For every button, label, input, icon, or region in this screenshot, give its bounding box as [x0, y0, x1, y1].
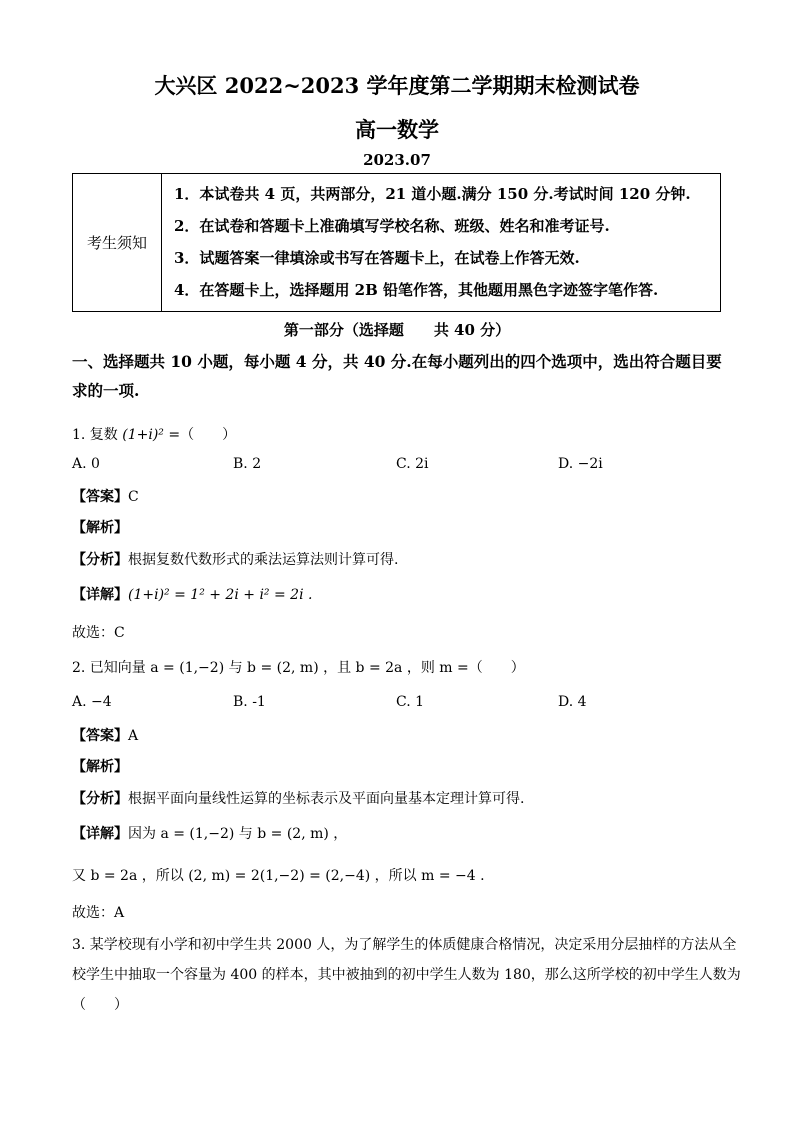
q1-stem-prefix: 1. 复数 [72, 427, 118, 443]
q2-stem: 2. 已知向量 a = (1,−2) 与 b = (2, m) ，且 b = 2a ，则 m =（ ） [72, 660, 525, 676]
q1-option-d: D. −2i [558, 456, 603, 472]
notice-label: 考生须知 [73, 174, 162, 312]
q2-detail-2: 又 b = 2a ，所以 (2, m) = 2(1,−2) = (2,−4) ，所以 m = −4 . [72, 868, 485, 884]
q1-analysis-tag: 【解析】 [72, 520, 128, 536]
notice-item: 3．试题答案一律填涂或书写在答题卡上，在试卷上作答无效. [174, 249, 580, 267]
q1-choose: 故选：C [72, 625, 125, 641]
notice-item: 2．在试卷和答题卡上准确填写学校名称、班级、姓名和准考证号. [174, 217, 610, 235]
q2-answer: 【答案】A [72, 728, 139, 744]
q2-fenxi: 【分析】根据平面向量线性运算的坐标表示及平面向量基本定理计算可得. [72, 791, 525, 807]
notice-table [72, 173, 721, 312]
q2-choose: 故选：A [72, 905, 125, 921]
q2-option-a: A. −4 [72, 694, 112, 710]
exam-subject: 高一数学 [355, 117, 439, 142]
q1-answer [72, 486, 139, 506]
q2-detail-1: 【详解】因为 a = (1,−2) 与 b = (2, m) ， [72, 826, 348, 842]
part1-instruction-cont: 求的一项. [72, 381, 140, 400]
q1-option-a: A. 0 [72, 456, 100, 472]
q1-option-c: C. 2i [396, 456, 429, 472]
q1-option-b: B. 2 [233, 456, 262, 472]
q1-stem-suffix: =（ ） [168, 427, 237, 443]
q2-option-c: C. 1 [396, 694, 425, 710]
answer-tag: 【答案】 [72, 489, 128, 505]
q1-answer-value: C [128, 489, 139, 505]
notice-item: 1．本试卷共 4 页，共两部分，21 道小题.满分 150 分.考试时间 120 分钟. [174, 185, 691, 203]
exam-date: 2023.07 [363, 151, 431, 169]
q2-analysis-tag: 【解析】 [72, 759, 128, 775]
q1-stem-math: (1+i)² [122, 427, 164, 443]
q3-stem-line1: 3. 某学校现有小学和初中学生共 2000 人，为了解学生的体质健康合格情况，决定采用分层抽样的方法从全 [72, 937, 737, 953]
q1-detail: 【详解】(1+i)² = 1² + 2i + i² = 2i . [72, 587, 313, 603]
q2-option-b: B. -1 [233, 694, 266, 710]
notice-item: 4．在答题卡上，选择题用 2B 铅笔作答，其他题用黑色字迹签字笔作答. [174, 281, 659, 299]
exam-title: 大兴区 2022~2023 学年度第二学期期末检测试卷 [154, 73, 640, 98]
q1-stem [72, 424, 236, 444]
notice-items [162, 174, 721, 312]
q2-option-d: D. 4 [558, 694, 587, 710]
q1-fenxi: 【分析】根据复数代数形式的乘法运算法则计算可得. [72, 552, 399, 568]
part1-heading: 第一部分（选择题 共 40 分） [283, 321, 511, 339]
q3-stem-line3: （ ） [72, 997, 128, 1013]
q3-stem-line2: 校学生中抽取一个容量为 400 的样本，其中被抽到的初中学生人数为 180，那么这所学校的初中学生人数为 [72, 967, 741, 983]
part1-instruction: 一、选择题共 10 小题，每小题 4 分，共 40 分.在每小题列出的四个选项中，选出符合题目要 [72, 352, 722, 371]
